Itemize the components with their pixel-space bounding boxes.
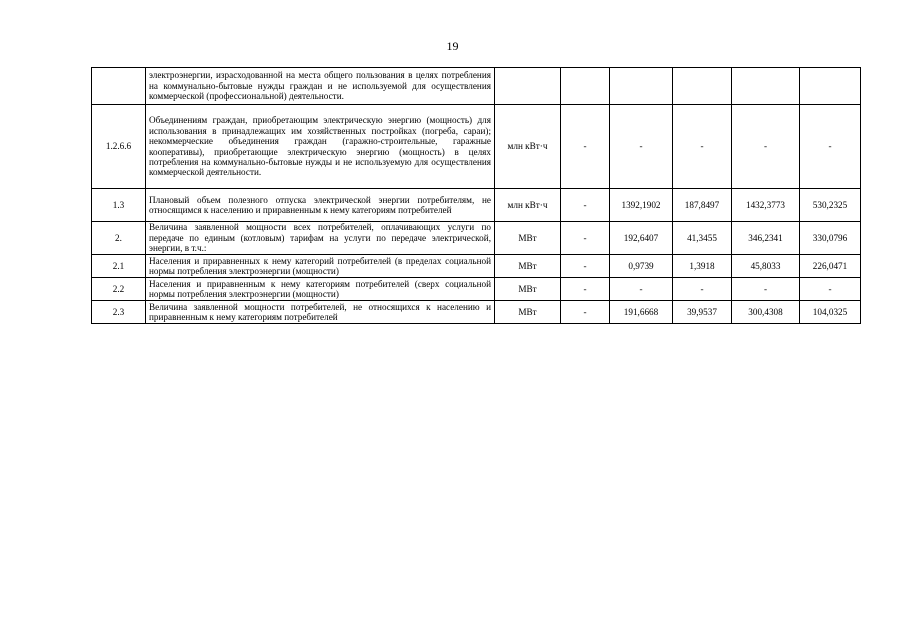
row-value-2: 1392,1902 [610, 189, 673, 222]
row-value-5 [800, 68, 861, 105]
row-value-3: 41,3455 [673, 222, 732, 255]
row-number: 1.2.6.6 [92, 105, 146, 189]
row-value-4: - [732, 278, 800, 301]
row-unit: млн кВт·ч [495, 189, 561, 222]
row-value-1 [561, 68, 610, 105]
table-row [92, 68, 861, 105]
row-description: электроэнергии, израсходованной на места общего пользования в целях потребления на коммунально-бытовые нужды граждан и не используемой для осуществления коммерческой (профессиональной) деятельности. [146, 68, 495, 105]
row-value-4: 45,8033 [732, 255, 800, 278]
row-number: 2.3 [92, 301, 146, 324]
row-value-5: 530,2325 [800, 189, 861, 222]
row-number: 2.1 [92, 255, 146, 278]
row-value-4 [732, 68, 800, 105]
row-unit: млн кВт·ч [495, 105, 561, 189]
row-value-1: - [561, 222, 610, 255]
row-value-1: - [561, 278, 610, 301]
row-number: 2.2 [92, 278, 146, 301]
table-row [92, 255, 861, 278]
table-row [92, 301, 861, 324]
table-row [92, 222, 861, 255]
row-number: 1.3 [92, 189, 146, 222]
row-unit: МВт [495, 255, 561, 278]
row-description: Величина заявленной мощности потребителей, не относящихся к населению и приравненным к нему категориям потребителей [146, 301, 495, 324]
row-value-1: - [561, 255, 610, 278]
row-value-1: - [561, 301, 610, 324]
row-unit: МВт [495, 222, 561, 255]
row-value-4: - [732, 105, 800, 189]
row-description: Населения и приравненных к нему категорий потребителей (в пределах социальной нормы потребления электроэнергии (мощности) [146, 255, 495, 278]
row-unit: МВт [495, 278, 561, 301]
row-value-4: 1432,3773 [732, 189, 800, 222]
row-value-2: 0,9739 [610, 255, 673, 278]
row-value-3: - [673, 105, 732, 189]
row-value-1: - [561, 189, 610, 222]
row-value-2 [610, 68, 673, 105]
row-description: Населения и приравненным к нему категориям потребителей (сверх социальной нормы потребления электроэнергии (мощности) [146, 278, 495, 301]
row-description: Объединениям граждан, приобретающим электрическую энергию (мощность) для использования в принадлежащих им хозяйственных постройках (погреба, сараи); некоммерческие объединения граждан (гаражно-строительные, гаражные кооперативы), приобретающие электрическую энергию (мощность) в целях потребления на коммунально-бытовые нужды и не используемую для осуществления коммерческой деятельности. [146, 105, 495, 189]
row-number [92, 68, 146, 105]
row-value-5: 104,0325 [800, 301, 861, 324]
row-value-1: - [561, 105, 610, 189]
row-description: Величина заявленной мощности всех потребителей, оплачивающих услуги по передаче по единым (котловым) тарифам на услуги по передаче электрической, энергии, в т.ч.: [146, 222, 495, 255]
row-unit [495, 68, 561, 105]
table-row [92, 278, 861, 301]
row-value-2: 191,6668 [610, 301, 673, 324]
row-value-5: 330,0796 [800, 222, 861, 255]
row-value-5: 226,0471 [800, 255, 861, 278]
table-row [92, 105, 861, 189]
row-value-3: - [673, 278, 732, 301]
row-value-2: - [610, 278, 673, 301]
table-row [92, 189, 861, 222]
row-value-3: 39,9537 [673, 301, 732, 324]
page-number: 19 [446, 39, 459, 53]
row-value-5: - [800, 105, 861, 189]
row-unit: МВт [495, 301, 561, 324]
data-table [91, 67, 861, 324]
row-value-2: - [610, 105, 673, 189]
row-value-2: 192,6407 [610, 222, 673, 255]
row-description: Плановый объем полезного отпуска электрической энергии потребителям, не относящимся к населению и приравненным к нему категориям потребителей [146, 189, 495, 222]
row-value-3: 187,8497 [673, 189, 732, 222]
row-value-4: 300,4308 [732, 301, 800, 324]
row-value-3: 1,3918 [673, 255, 732, 278]
row-value-4: 346,2341 [732, 222, 800, 255]
row-value-5: - [800, 278, 861, 301]
row-number: 2. [92, 222, 146, 255]
row-value-3 [673, 68, 732, 105]
